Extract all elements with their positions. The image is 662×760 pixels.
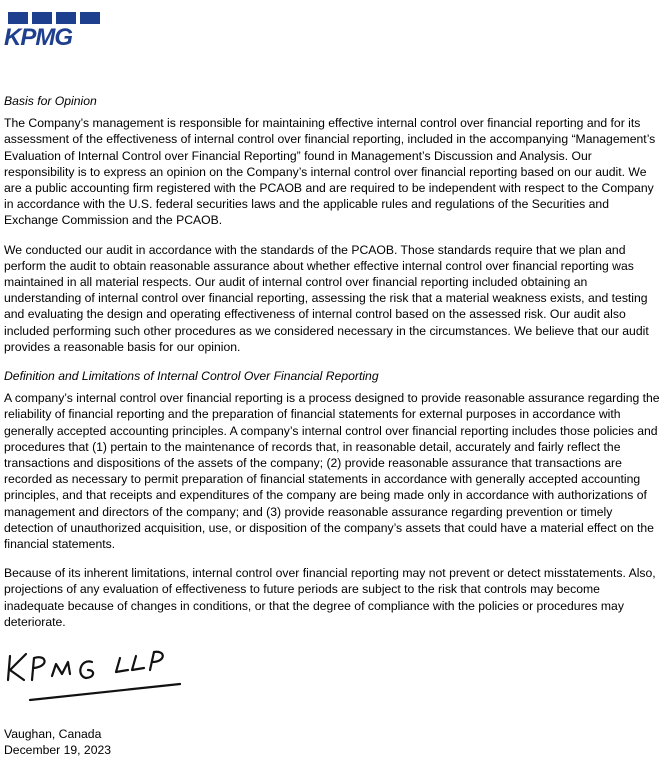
section-heading-basis: Basis for Opinion <box>4 94 97 108</box>
paragraph-audit-conduct: We conducted our audit in accordance with the standards of the PCAOB. Those standards require that we plan and perform the audit to obtain reasonable assurance about whether effective internal control over financial reporting was maintained in all material respects. Our audit of internal control over financial reporting included obtaining an understanding of internal control over financial reporting, assessing the risk that a material weakness exists, and testing and evaluating the design and operating effectiveness of internal control based on the assessed risk. Our audit also included performing such other procedures as we considered necessary in the circumstances. We believe that our audit provides a reasonable basis for our opinion. <box>4 242 649 354</box>
signature-graphic <box>0 640 190 710</box>
kpmg-logo-graphic <box>4 12 104 46</box>
report-body <box>4 93 660 643</box>
paragraph-inherent-limitations: Because of its inherent limitations, internal control over financial reporting may not prevent or detect misstatements. Also, projections of any evaluation of effectiveness to future periods are subject to the risk that controls may become inadequate because of changes in conditions, or that the degree of compliance with the policies or procedures may deteriorate. <box>4 566 656 629</box>
paragraph-internal-control-definition: A company’s internal control over financial reporting is a process designed to provide reasonable assurance regarding the reliability of financial reporting and the preparation of financial statements for external purposes in accordance with generally accepted accounting principles. A company’s internal control over financial reporting includes those policies and procedures that (1) pertain to the maintenance of records that, in reasonable detail, accurately and fairly reflect the transactions and dispositions of the assets of the company; (2) provide reasonable assurance that transactions are recorded as necessary to permit preparation of financial statements in accordance with generally accepted accounting principles, and that receipts and expenditures of the company are being made only in accordance with authorizations of management and directors of the company; and (3) provide reasonable assurance regarding prevention or timely detection of unauthorized acquisition, use, or disposition of the company’s assets that could have a material effect on the financial statements. <box>4 391 660 552</box>
section-heading-definition: Definition and Limitations of Internal Control Over Financial Reporting <box>4 369 379 384</box>
location-city: Vaughan, Canada <box>4 727 102 741</box>
report-date: December 19, 2023 <box>4 742 112 757</box>
svg-text:KPMG: KPMG <box>4 24 72 46</box>
signature-block <box>4 727 111 758</box>
kpmg-logo <box>4 12 104 46</box>
paragraph-management-responsibility: The Company’s management is responsible for maintaining effective internal control over financial reporting and for its assessment of the effectiveness of internal control over financial reporting, included in the accompanying “Management’s Evaluation of Internal Control over Financial Reporting” found in Management’s Discussion and Analysis. Our responsibility is to express an opinion on the Company’s internal control over financial reporting based on our audit. We are a public accounting firm registered with the PCAOB and are required to be independent with respect to the Company in accordance with the U.S. federal securities laws and the applicable rules and regulations of the Securities and Exchange Commission and the PCAOB. <box>4 116 656 228</box>
kpmg-signature <box>0 640 190 710</box>
